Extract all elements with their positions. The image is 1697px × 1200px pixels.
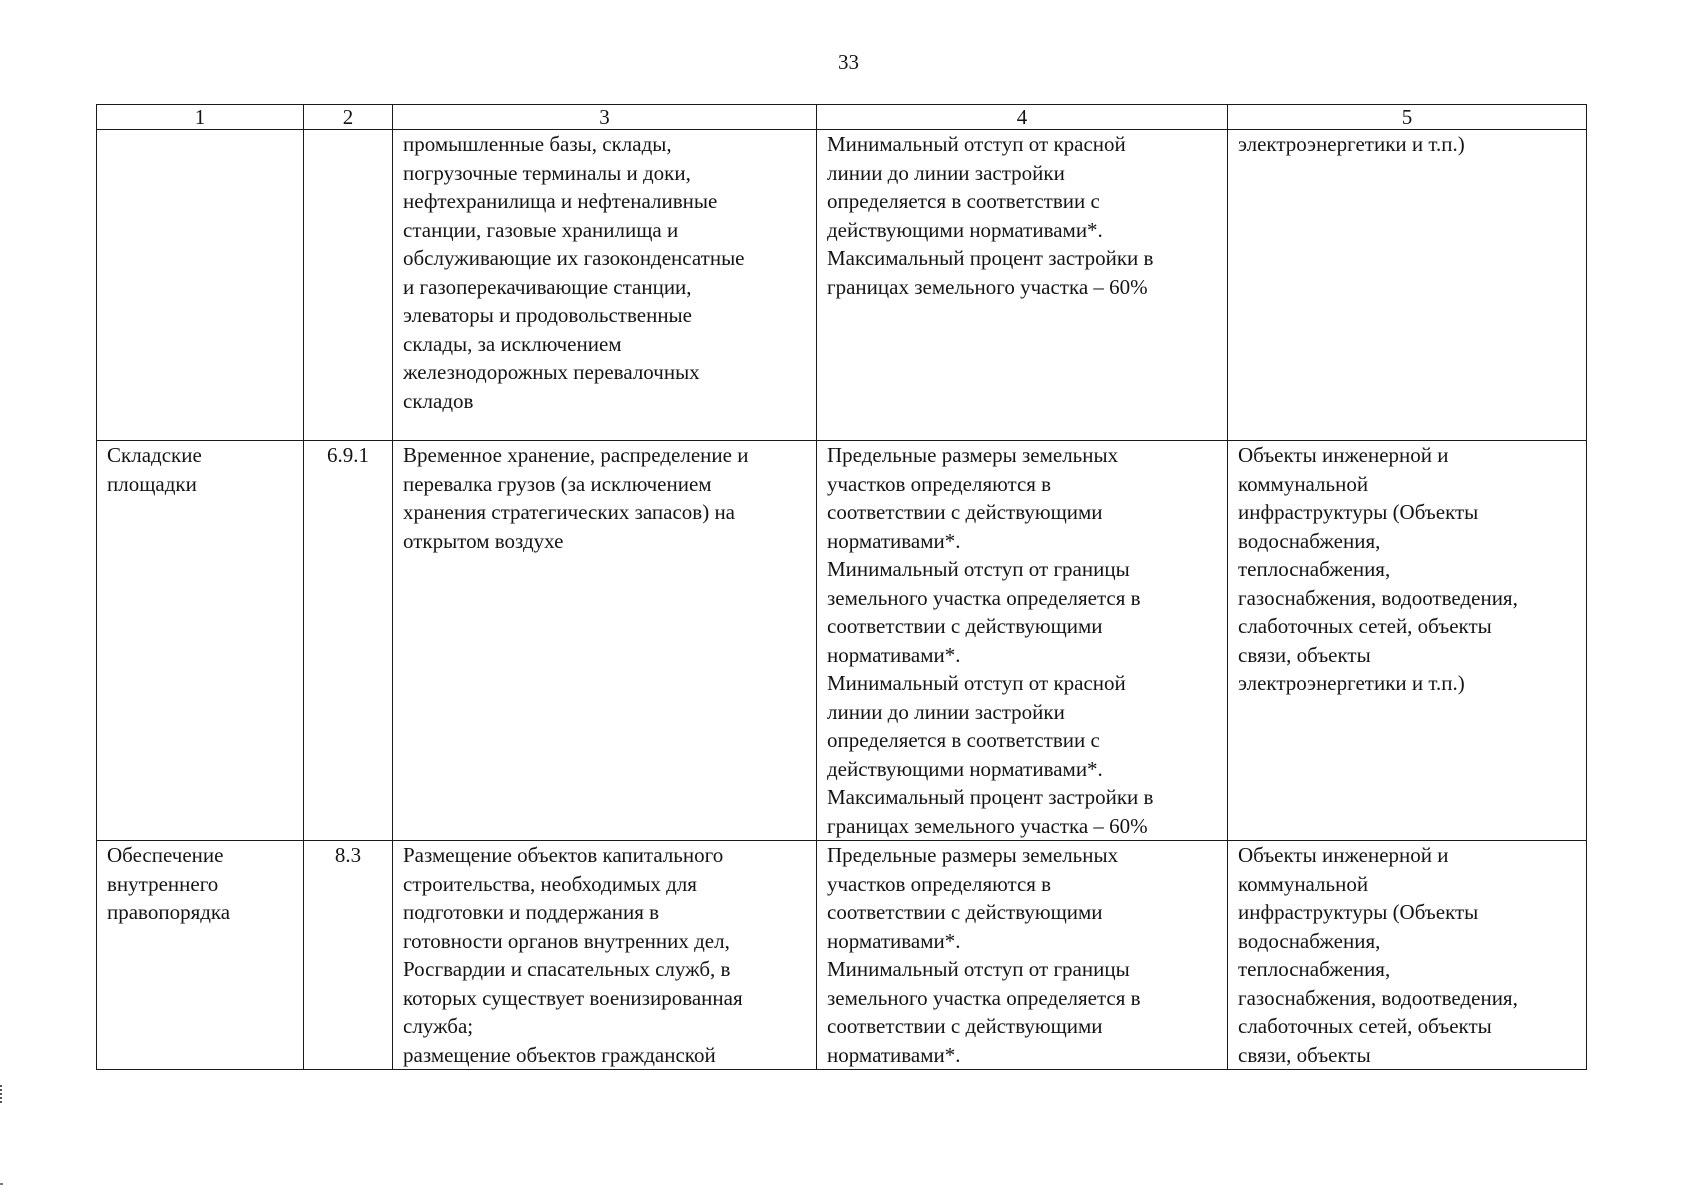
auxiliary-uses-text: электроэнергетики и т.п.) bbox=[1238, 132, 1465, 156]
use-type-code-cell bbox=[304, 841, 393, 1070]
scan-margin-mark bbox=[0, 1085, 4, 1103]
use-type-code: 8.3 bbox=[334, 843, 362, 867]
use-type-name: Складские площадки bbox=[107, 443, 202, 496]
table-header-row bbox=[97, 105, 1587, 130]
table-row bbox=[97, 841, 1587, 1070]
parameters-text: Предельные размеры земельных участков определяются в соответствии с действующими нормативами*. Минимальный отступ от границы земельного участка определяется в соответствии с действующими нормативами*. bbox=[827, 843, 1141, 1067]
auxiliary-uses-cell bbox=[1228, 441, 1587, 841]
column-header: 4 bbox=[817, 105, 1228, 130]
scan-margin-mark bbox=[0, 1183, 3, 1185]
use-type-code-cell bbox=[304, 130, 393, 441]
use-type-name-cell bbox=[97, 441, 304, 841]
column-header: 3 bbox=[393, 105, 817, 130]
use-type-name: Обеспечение внутреннего правопорядка bbox=[107, 843, 231, 924]
auxiliary-uses-cell bbox=[1228, 130, 1587, 441]
column-header: 1 bbox=[97, 105, 304, 130]
auxiliary-uses-text: Объекты инженерной и коммунальной инфраструктуры (Объекты водоснабжения, теплоснабжения, газоснабжения, водоотведения, слаботочных сетей, объекты связи, объекты bbox=[1238, 843, 1518, 1067]
use-description-cell bbox=[393, 441, 817, 841]
use-type-name-cell bbox=[97, 130, 304, 441]
use-description: Временное хранение, распределение и перевалка грузов (за исключением хранения стратегических запасов) на открытом воздухе bbox=[403, 443, 749, 553]
auxiliary-uses-text: Объекты инженерной и коммунальной инфраструктуры (Объекты водоснабжения, теплоснабжения, газоснабжения, водоотведения, слаботочных сетей, объекты связи, объекты электроэнергетики и т.п.) bbox=[1238, 443, 1518, 695]
auxiliary-uses-cell bbox=[1228, 841, 1587, 1070]
column-header: 5 bbox=[1228, 105, 1587, 130]
parameters-cell bbox=[817, 130, 1228, 441]
use-type-code: 6.9.1 bbox=[327, 443, 369, 467]
page-number: 33 bbox=[838, 50, 859, 74]
parameters-text: Минимальный отступ от красной линии до линии застройки определяется в соответствии с действующими нормативами*. Максимальный процент застройки в границах земельного участка – 60% bbox=[827, 132, 1154, 299]
column-header: 2 bbox=[304, 105, 393, 130]
use-type-name-cell bbox=[97, 841, 304, 1070]
table-row bbox=[97, 441, 1587, 841]
table-row bbox=[97, 130, 1587, 441]
parameters-text: Предельные размеры земельных участков определяются в соответствии с действующими нормативами*. Минимальный отступ от границы земельного участка определяется в соответствии с действующими нормативами*. Минимальный отступ от красной линии до линии застройки определяется в соответствии с действующими нормативами*. Максимальный процент застройки в границах земельного участка – 60% bbox=[827, 443, 1154, 838]
land-use-table bbox=[96, 104, 1587, 1070]
use-description-cell bbox=[393, 130, 817, 441]
parameters-cell bbox=[817, 441, 1228, 841]
use-type-code-cell bbox=[304, 441, 393, 841]
use-description-cell bbox=[393, 841, 817, 1070]
parameters-cell bbox=[817, 841, 1228, 1070]
use-description: Размещение объектов капитального строительства, необходимых для подготовки и поддержания в готовности органов внутренних дел, Росгвардии и спасательных служб, в которых существует военизированная служба; размещение объектов гражданской bbox=[403, 843, 743, 1067]
use-description: промышленные базы, склады, погрузочные терминалы и доки, нефтехранилища и нефтеналивные станции, газовые хранилища и обслуживающие их газоконденсатные и газоперекачивающие станции, элеваторы и продовольственные склады, за исключением железнодорожных перевалочных складов bbox=[403, 132, 745, 413]
